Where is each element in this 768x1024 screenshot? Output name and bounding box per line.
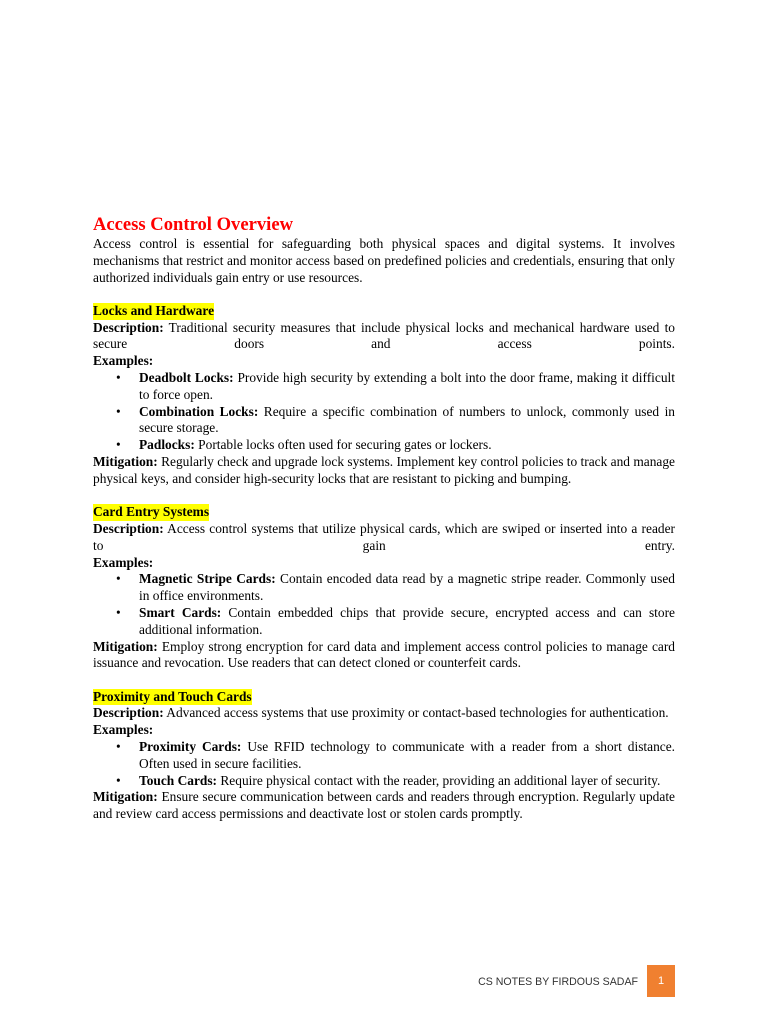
examples-label: Examples: bbox=[93, 353, 154, 369]
description-text: Advanced access systems that use proximity or contact-based technologies for authentication. bbox=[166, 705, 669, 721]
example-term: Combination Locks: bbox=[139, 403, 259, 419]
example-text: Contain encoded data read by a magnetic stripe reader. Commonly used in office environments. bbox=[139, 571, 675, 604]
page-number-badge: 1 bbox=[647, 965, 675, 997]
section-description bbox=[93, 705, 675, 722]
description-text: Access control systems that utilize physical cards, which are swiped or inserted into a reader to gain entry. bbox=[93, 520, 675, 553]
mitigation-text: Regularly check and upgrade lock systems. Implement key control policies to track and manage physical keys, and consider high-security locks that are resistant to picking and bumping. bbox=[93, 454, 675, 486]
description-label: Description: bbox=[93, 520, 164, 536]
examples-label: Examples: bbox=[93, 554, 154, 570]
example-term: Deadbolt Locks: bbox=[139, 370, 234, 386]
mitigation-text: Ensure secure communication between cards and readers through encryption. Regularly update and review card access permissions and deactivate lost or stolen cards promptly. bbox=[93, 789, 675, 822]
description-text: Traditional security measures that include physical locks and mechanical hardware used to secure doors and access points. bbox=[93, 319, 675, 352]
section-description bbox=[93, 521, 675, 555]
bullet-icon: • bbox=[116, 437, 121, 453]
examples-list bbox=[93, 739, 675, 789]
page-footer bbox=[0, 965, 768, 997]
example-text: Portable locks often used for securing gates or lockers. bbox=[198, 437, 492, 453]
example-item bbox=[116, 370, 675, 404]
page-title: Access Control Overview bbox=[93, 214, 294, 235]
example-text: Use RFID technology to communicate with a reader from a short distance. Often used in secure facilities. bbox=[139, 739, 676, 771]
example-item bbox=[116, 571, 675, 605]
bullet-icon: • bbox=[116, 370, 121, 386]
example-term: Touch Cards: bbox=[139, 772, 218, 788]
section-mitigation bbox=[93, 639, 675, 673]
example-term: Proximity Cards: bbox=[139, 739, 242, 755]
description-label: Description: bbox=[93, 319, 164, 335]
examples-list bbox=[93, 571, 675, 638]
example-item bbox=[116, 739, 676, 773]
example-text: Contain embedded chips that provide secure, encrypted access and can store additional information. bbox=[139, 604, 675, 637]
example-text: Require a specific combination of numbers to unlock, commonly used in secure storage. bbox=[139, 403, 675, 436]
mitigation-label: Mitigation: bbox=[93, 638, 158, 654]
intro-paragraph: Access control is essential for safeguarding both physical spaces and digital systems. It involves mechanisms that restrict and monitor access based on predefined policies and credentials, ensuring that only authorized individuals gain entry or use resources. bbox=[93, 236, 675, 285]
mitigation-text: Employ strong encryption for card data and implement access control policies to manage card issuance and revocation. Use readers that can detect cloned or counterfeit cards. bbox=[93, 638, 675, 671]
example-item bbox=[116, 403, 675, 438]
example-item bbox=[116, 604, 675, 639]
section-heading: Proximity and Touch Cards bbox=[93, 688, 252, 704]
section-mitigation bbox=[93, 454, 675, 488]
mitigation-label: Mitigation: bbox=[93, 789, 158, 805]
example-text: Provide high security by extending a bolt into the door frame, making it difficult to force open. bbox=[139, 370, 675, 402]
example-item bbox=[116, 772, 675, 790]
bullet-icon: • bbox=[116, 604, 121, 620]
mitigation-label: Mitigation: bbox=[93, 454, 158, 470]
bullet-icon: • bbox=[116, 739, 121, 755]
section-card-entry-systems bbox=[93, 504, 675, 672]
example-item bbox=[116, 437, 675, 454]
example-term: Padlocks: bbox=[139, 437, 195, 453]
examples-list bbox=[93, 370, 675, 454]
section-heading: Card Entry Systems bbox=[93, 504, 210, 520]
section-description bbox=[93, 320, 675, 354]
section-proximity-and-touch-cards bbox=[93, 689, 675, 823]
bullet-icon: • bbox=[116, 403, 121, 419]
example-term: Smart Cards: bbox=[139, 604, 222, 620]
section-heading: Locks and Hardware bbox=[93, 302, 215, 318]
bullet-icon: • bbox=[116, 772, 121, 788]
description-label: Description: bbox=[93, 705, 164, 721]
section-locks-and-hardware bbox=[93, 303, 675, 488]
example-term: Magnetic Stripe Cards: bbox=[139, 571, 276, 587]
example-text: Require physical contact with the reader, providing an additional layer of security. bbox=[220, 772, 661, 788]
section-mitigation bbox=[93, 789, 675, 823]
document-body bbox=[93, 214, 675, 823]
footer-text: CS NOTES BY FIRDOUS SADAF bbox=[478, 976, 638, 988]
bullet-icon: • bbox=[116, 571, 121, 587]
examples-label: Examples: bbox=[93, 722, 154, 738]
